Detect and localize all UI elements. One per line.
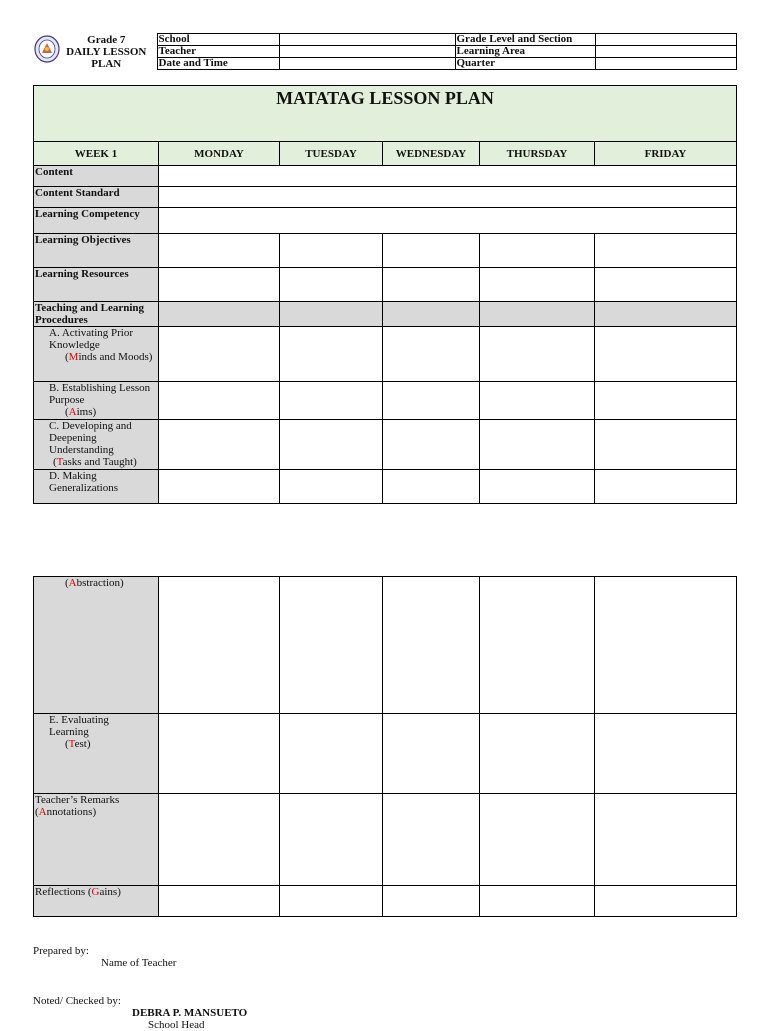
remarks-wednesday[interactable] [383, 794, 480, 886]
day-friday: FRIDAY [595, 142, 737, 166]
abstraction-wednesday[interactable] [383, 577, 480, 714]
evaluating-wednesday[interactable] [383, 714, 480, 794]
procedures-friday [595, 302, 737, 327]
purpose-monday[interactable] [159, 382, 280, 420]
reflections-monday[interactable] [159, 886, 280, 917]
week-label: WEEK 1 [34, 142, 159, 166]
resources-friday[interactable] [595, 268, 737, 302]
developing-friday[interactable] [595, 420, 737, 470]
abstraction-thursday[interactable] [480, 577, 595, 714]
objectives-friday[interactable] [595, 234, 737, 268]
content-field[interactable] [159, 166, 737, 187]
remarks-friday[interactable] [595, 794, 737, 886]
school-label: School [157, 34, 279, 46]
objectives-monday[interactable] [159, 234, 280, 268]
header-table [33, 33, 737, 70]
lesson-plan-table [33, 85, 737, 504]
resources-monday[interactable] [159, 268, 280, 302]
evaluating-friday[interactable] [595, 714, 737, 794]
teacher-name: Name of Teacher [101, 957, 177, 969]
row-abstraction-label: (Abstraction) [34, 577, 159, 714]
row-content-standard-label: Content Standard [34, 187, 159, 208]
purpose-thursday[interactable] [480, 382, 595, 420]
teacher-field[interactable] [279, 46, 455, 58]
row-reflections-label: Reflections (Gains) [34, 886, 159, 917]
generalizations-wednesday[interactable] [383, 470, 480, 504]
remarks-tuesday[interactable] [280, 794, 383, 886]
procedures-thursday [480, 302, 595, 327]
row-learning-resources-label: Learning Resources [34, 268, 159, 302]
purpose-wednesday[interactable] [383, 382, 480, 420]
plan-title: MATATAG LESSON PLAN [34, 86, 737, 142]
generalizations-monday[interactable] [159, 470, 280, 504]
evaluating-thursday[interactable] [480, 714, 595, 794]
objectives-thursday[interactable] [480, 234, 595, 268]
prepared-by-label: Prepared by: [33, 945, 89, 957]
school-head-name: DEBRA P. MANSUETO [132, 1007, 248, 1019]
reflections-tuesday[interactable] [280, 886, 383, 917]
resources-thursday[interactable] [480, 268, 595, 302]
abstraction-friday[interactable] [595, 577, 737, 714]
reflections-wednesday[interactable] [383, 886, 480, 917]
date-time-label: Date and Time [157, 58, 279, 70]
row-procedures-label: Teaching and Learning Procedures [34, 302, 159, 327]
objectives-wednesday[interactable] [383, 234, 480, 268]
day-wednesday: WEDNESDAY [383, 142, 480, 166]
remarks-monday[interactable] [159, 794, 280, 886]
evaluating-tuesday[interactable] [280, 714, 383, 794]
lesson-plan-continued-table [33, 576, 737, 917]
procedures-wednesday [383, 302, 480, 327]
objectives-tuesday[interactable] [280, 234, 383, 268]
learning-area-field[interactable] [595, 46, 736, 58]
dlp-title: Grade 7 DAILY LESSON PLAN [66, 33, 147, 70]
purpose-friday[interactable] [595, 382, 737, 420]
row-activating-prior-knowledge-label: A. Activating Prior Knowledge (Minds and Moods) [34, 327, 159, 382]
learning-area-label: Learning Area [455, 46, 595, 58]
content-standard-field[interactable] [159, 187, 737, 208]
learning-competency-field[interactable] [159, 208, 737, 234]
generalizations-tuesday[interactable] [280, 470, 383, 504]
row-making-generalizations-label: D. Making Generalizations [34, 470, 159, 504]
row-evaluating-learning-label: E. Evaluating Learning (Test) [34, 714, 159, 794]
procedures-monday [159, 302, 280, 327]
noted-by-label: Noted/ Checked by: [33, 995, 121, 1007]
reflections-thursday[interactable] [480, 886, 595, 917]
purpose-tuesday[interactable] [280, 382, 383, 420]
activating-monday[interactable] [159, 327, 280, 382]
activating-wednesday[interactable] [383, 327, 480, 382]
quarter-label: Quarter [455, 58, 595, 70]
quarter-field[interactable] [595, 58, 736, 70]
teacher-label: Teacher [157, 46, 279, 58]
developing-thursday[interactable] [480, 420, 595, 470]
school-head-title: School Head [148, 1019, 205, 1031]
reflections-friday[interactable] [595, 886, 737, 917]
day-tuesday: TUESDAY [280, 142, 383, 166]
resources-tuesday[interactable] [280, 268, 383, 302]
remarks-thursday[interactable] [480, 794, 595, 886]
resources-wednesday[interactable] [383, 268, 480, 302]
grade-section-label: Grade Level and Section [455, 34, 595, 46]
abstraction-tuesday[interactable] [280, 577, 383, 714]
activating-tuesday[interactable] [280, 327, 383, 382]
evaluating-monday[interactable] [159, 714, 280, 794]
row-developing-understanding-label: C. Developing and Deepening Understanding (Tasks and Taught) [34, 420, 159, 470]
developing-tuesday[interactable] [280, 420, 383, 470]
procedures-tuesday [280, 302, 383, 327]
generalizations-friday[interactable] [595, 470, 737, 504]
abstraction-monday[interactable] [159, 577, 280, 714]
school-field[interactable] [279, 34, 455, 46]
row-learning-objectives-label: Learning Objectives [34, 234, 159, 268]
row-content-label: Content [34, 166, 159, 187]
day-monday: MONDAY [159, 142, 280, 166]
developing-wednesday[interactable] [383, 420, 480, 470]
developing-monday[interactable] [159, 420, 280, 470]
row-teachers-remarks-label: Teacher’s Remarks (Annotations) [34, 794, 159, 886]
activating-thursday[interactable] [480, 327, 595, 382]
generalizations-thursday[interactable] [480, 470, 595, 504]
date-time-field[interactable] [279, 58, 455, 70]
day-thursday: THURSDAY [480, 142, 595, 166]
row-learning-competency-label: Learning Competency [34, 208, 159, 234]
row-establishing-purpose-label: B. Establishing Lesson Purpose (Aims) [34, 382, 159, 420]
activating-friday[interactable] [595, 327, 737, 382]
grade-section-field[interactable] [595, 34, 736, 46]
